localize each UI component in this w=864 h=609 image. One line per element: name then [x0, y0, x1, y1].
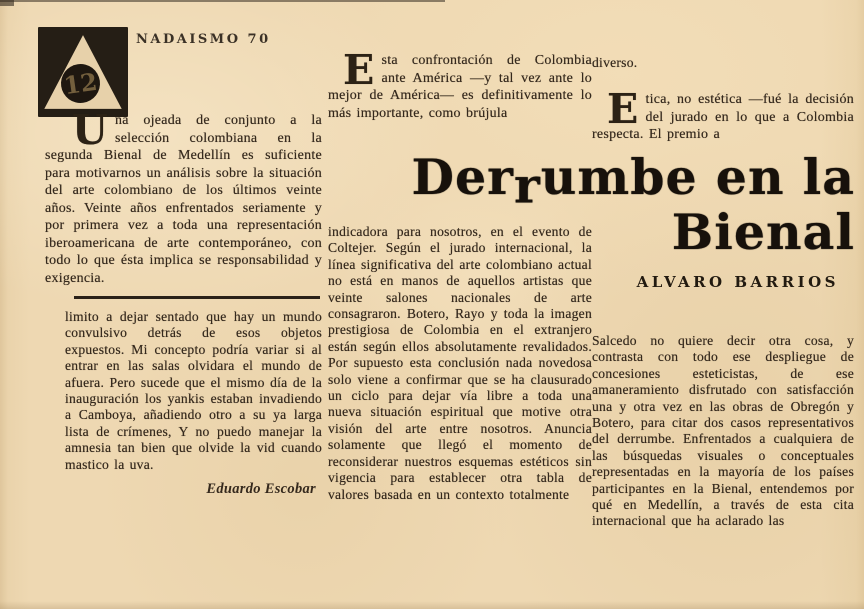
article-headline — [388, 150, 855, 291]
paragraph-etica — [592, 85, 854, 144]
author-signature: Eduardo Escobar — [206, 481, 316, 498]
dropcap-e-middle: E — [343, 46, 375, 94]
issue-number: 12 — [61, 66, 100, 101]
paragraph-lead — [45, 106, 322, 287]
headline-line2: Bienal — [671, 203, 855, 261]
paragraph-salcedo: Salcedo no quiere decir otra cosa, y contrasta con todo ese despliegue de concesiones esteticistas, de ese amaneramiento disfrutado con satisfacción una y otra vez en las obras de Obregón y Botero, para citar dos casos representativos del derrumbe. Enfrentados a cualquiera de las búsquedas visuales o conceptuales representadas en la mayoría de los países participantes en la Bienal, entendemos por qué en Medellín, a través de esta cita internacional que ha aclarado las — [592, 333, 854, 529]
section-label: NADAISMO 70 — [136, 32, 271, 47]
headline-line1-post: umbe en la — [540, 148, 855, 206]
scan-artifact-bottom-edge — [0, 601, 864, 609]
nadaismo-logo — [38, 27, 128, 117]
column-middle — [328, 46, 592, 572]
scan-artifact-corner — [0, 0, 14, 6]
column-left — [45, 106, 322, 498]
paragraph-confrontacion-text: sta confrontación de Colombia ante América —y tal vez ante lo mejor de América— es definitivamente lo más importante, como brújula — [328, 53, 592, 121]
paragraph-escobar: limito a dejar sentado que hay un mundo convulsivo detrás de esos objetos expuestos. Mi concepto podría variar si al entrar en las salas olvidara el mundo de afuera. Pero sucede que el mismo día de la inauguración los yankis estaban invadiendo a Camboya, añadiendo otro a su ya larga lista de crímenes, Y no puedo manejar la amnesia tan bien que olvide la vid cuando mastico la uva. — [65, 309, 322, 472]
column-divider-rule — [74, 296, 320, 299]
dropcap-u: U — [72, 106, 109, 154]
headline-line1 — [388, 148, 855, 215]
column-right — [592, 55, 854, 575]
paragraph-diverso: diverso. — [592, 55, 638, 70]
headline-dropped-letter: r — [513, 156, 541, 215]
paragraph-etica-text: tica, no estética —fué la decisión del jurado en lo que a Colombia respecta. El premio a — [592, 92, 854, 142]
author-byline: ALVARO BARRIOS — [636, 273, 839, 291]
paragraph-coltejer: indicadora para nosotros, en el evento de Coltejer. Según el jurado internacional, la línea significativa del arte colombiano actual no está en manos de aquellos artistas que veinte salones nacionales de arte consagraron. Botero, Rayo y toda la imagen prestigiosa de Colombia en el extranjero están según ellos absolutamente revalidados. Por supuesto esta conclusión nada novedosa solo viene a confirmar que se ha clausurado un ciclo para dejar vía libre a toda una nueva situación espiritual que motive otra visión del arte entre nosotros. Anuncia solamente que llegó el momento de reconsiderar nuestros esquemas estéticos sin vigencia para establecer otra tabla de valores basada en un contexto totalmente — [328, 224, 592, 502]
scan-artifact-top-edge — [0, 0, 445, 2]
paragraph-confrontacion — [328, 46, 592, 122]
headline-line1-pre: Der — [411, 148, 514, 206]
paragraph-lead-text: na ojeada de conjunto a la selección colombiana en la segunda Bienal de Medellín es suficiente para motivarnos un análisis sobre la situación del arte colombiano de los últimos veinte años. Veinte años enfrentados seriamente y por primera vez a toda una representación iberoamericana de arte contemporáneo, con todo lo que ésta implica se responsabilidad y exigencia. — [45, 113, 322, 286]
dropcap-e-right: E — [607, 85, 639, 133]
